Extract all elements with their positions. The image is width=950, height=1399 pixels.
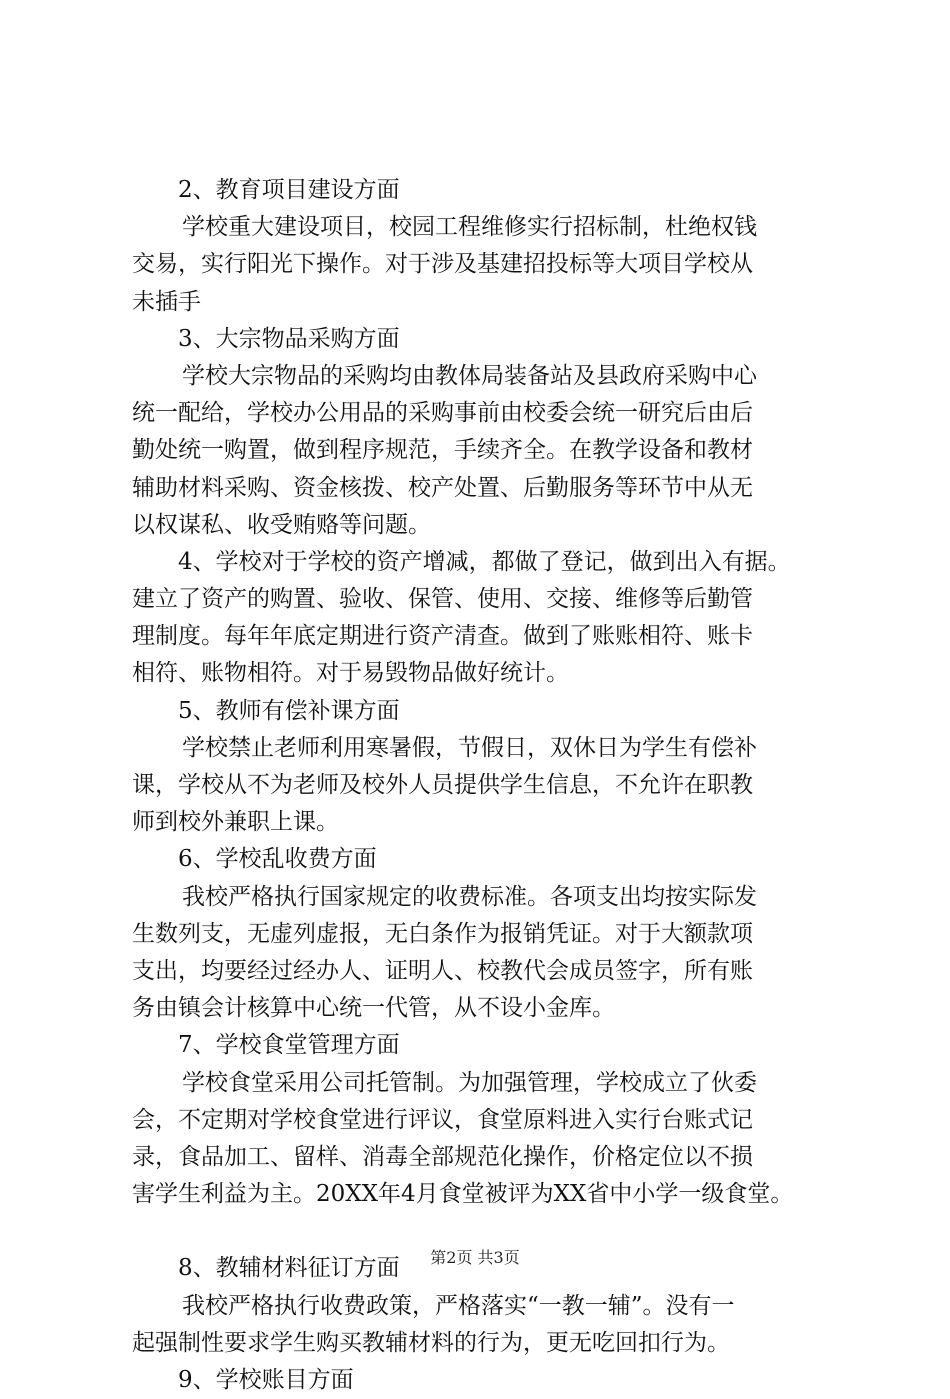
paragraph-line: 辅助材料采购、资金核拨、校产处置、后勤服务等环节中从无 bbox=[132, 474, 753, 501]
page-footer: 第2页 共3页 bbox=[430, 1248, 520, 1267]
paragraph-line: 交易，实行阳光下操作。对于涉及基建招投标等大项目学校从 bbox=[132, 251, 753, 278]
paragraph-line: 以权谋私、收受贿赂等问题。 bbox=[132, 511, 431, 538]
paragraph-line: 未插手 bbox=[132, 288, 201, 315]
paragraph-line: 统一配给，学校办公用品的采购事前由校委会统一研究后由后 bbox=[132, 400, 753, 427]
section-heading: 5、教师有偿补课方面 bbox=[178, 697, 400, 724]
section-heading: 4、学校对于学校的资产增减，都做了登记，做到出入有据。 bbox=[178, 548, 791, 575]
paragraph-line: 会，不定期对学校食堂进行评议，食堂原料进入实行台账式记 bbox=[132, 1106, 753, 1133]
section-heading: 7、学校食堂管理方面 bbox=[178, 1032, 400, 1059]
paragraph-line: 支出，均要经过经办人、证明人、校教代会成员签字，所有账 bbox=[132, 957, 753, 984]
paragraph-line: 勤处统一购置，做到程序规范，手续齐全。在教学设备和教材 bbox=[132, 437, 753, 464]
section-heading: 2、教育项目建设方面 bbox=[178, 177, 400, 203]
paragraph-line: 生数列支，无虚列虚报，无白条作为报销凭证。对于大额款项 bbox=[132, 920, 753, 947]
section-heading: 9、学校账目方面 bbox=[178, 1367, 354, 1393]
paragraph-line: 相符、账物相符。对于易毁物品做好统计。 bbox=[132, 660, 569, 687]
paragraph-line: 我校严格执行国家规定的收费标准。各项支出均按实际发 bbox=[182, 883, 757, 910]
section-heading: 8、教辅材料征订方面 bbox=[178, 1255, 400, 1282]
paragraph-line: 录，食品加工、留样、消毒全部规范化操作，价格定位以不损 bbox=[132, 1143, 753, 1170]
paragraph-line: 学校食堂采用公司托管制。为加强管理，学校成立了伙委 bbox=[182, 1069, 757, 1096]
section-heading: 3、大宗物品采购方面 bbox=[178, 325, 400, 352]
paragraph-line: 害学生利益为主。20XX年4月食堂被评为XX省中小学一级食堂。 bbox=[132, 1181, 794, 1208]
paragraph-line: 师到校外兼职上课。 bbox=[132, 809, 339, 836]
paragraph-line: 理制度。每年年底定期进行资产清查。做到了账账相符、账卡 bbox=[132, 623, 753, 650]
paragraph-line: 务由镇会计核算中心统一代管，从不设小金库。 bbox=[132, 995, 615, 1022]
paragraph-line: 建立了资产的购置、验收、保管、使用、交接、维修等后勤管 bbox=[132, 586, 753, 613]
paragraph-line: 课，学校从不为老师及校外人员提供学生信息，不允许在职教 bbox=[132, 772, 753, 798]
paragraph-line: 学校禁止老师利用寒暑假，节假日，双休日为学生有偿补 bbox=[182, 734, 757, 761]
paragraph-line: 学校重大建设项目，校园工程维修实行招标制，杜绝权钱 bbox=[182, 214, 757, 241]
section-heading: 6、学校乱收费方面 bbox=[178, 846, 377, 873]
paragraph-line: 我校严格执行收费政策，严格落实“一教一辅”。没有一 bbox=[182, 1292, 735, 1319]
paragraph-line: 学校大宗物品的采购均由教体局装备站及县政府采购中心 bbox=[182, 362, 757, 389]
paragraph-line: 起强制性要求学生购买教辅材料的行为，更无吃回扣行为。 bbox=[132, 1329, 730, 1356]
document-body bbox=[132, 172, 832, 1399]
